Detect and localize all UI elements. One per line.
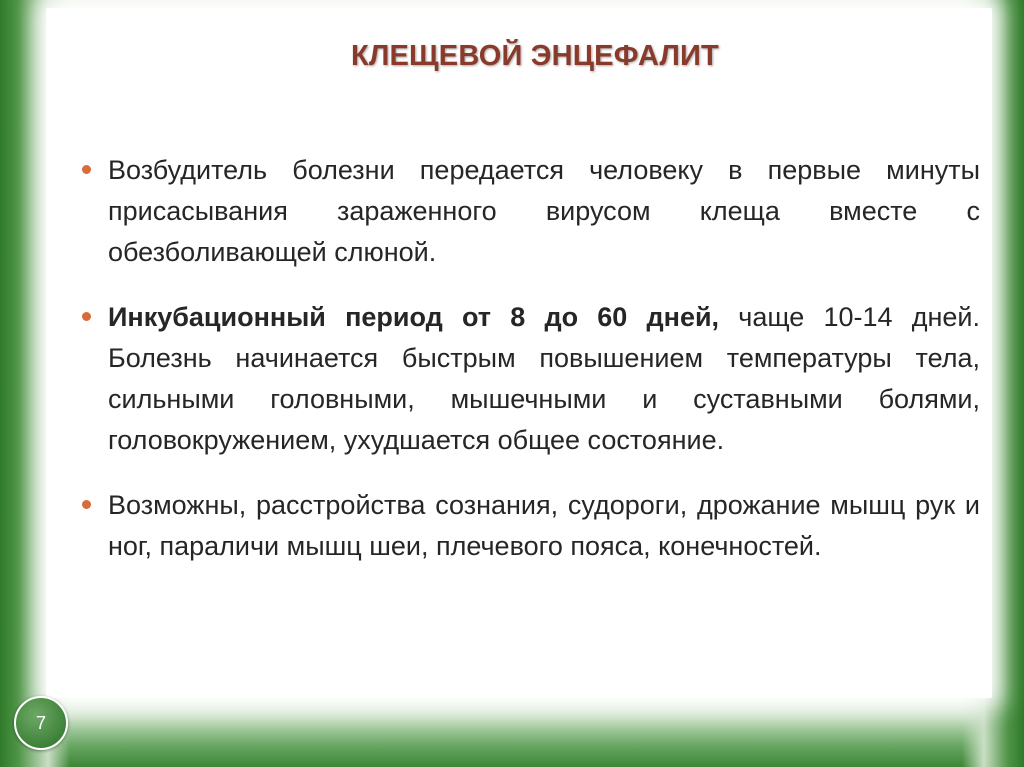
bullet-list [80, 150, 980, 591]
bullet-bold-text: Инкубационный период от 8 до 60 дней, [108, 302, 720, 332]
slide-title: КЛЕЩЕВОЙ ЭНЦЕФАЛИТ [351, 40, 719, 72]
bullet-text: Возможны, расстройства сознания, судороги, дрожание мышц рук и ног, параличи мышц шеи, плечевого пояса, конечностей. [108, 490, 980, 561]
bullet-text: Возбудитель болезни передается человеку в первые минуты присасывания зараженного вирусом клеща вместе с обезболивающей слюной. [108, 155, 980, 267]
bullet-marker-icon [82, 165, 91, 174]
bullet-marker-icon [82, 500, 91, 509]
bullet-marker-icon [82, 312, 91, 321]
bullet-item [80, 485, 980, 567]
bullet-text: чаще 10-14 дней. Болезнь начинается быстрым повышением температуры тела, сильными головными, мышечными и суставными болями, головокружением, ухудшается общее состояние. [108, 302, 980, 455]
bullet-item [80, 150, 980, 273]
page-number-badge: 7 [14, 696, 68, 750]
bullet-item [80, 297, 980, 461]
